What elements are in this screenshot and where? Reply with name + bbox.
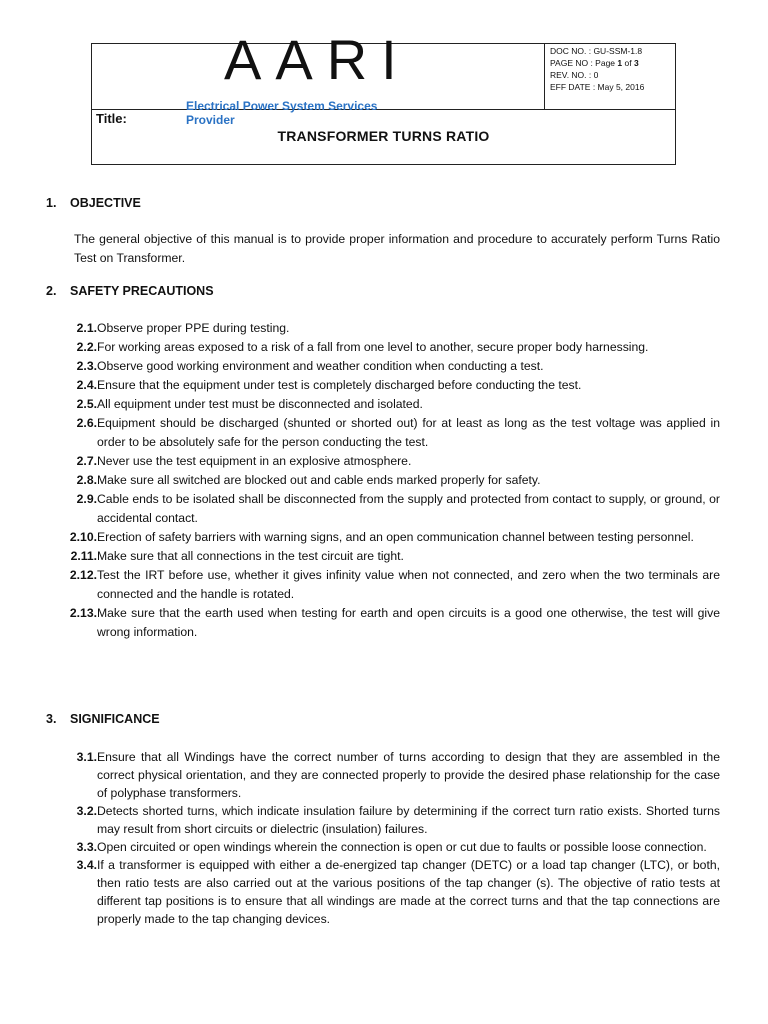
list-item: 3.3. Open circuited or open windings wherein the connection is open or cut due to faults or possible loose connection.	[76, 840, 707, 854]
list-item: 2.13. Make sure that the earth used when testing for earth and open circuits is a good one otherwise, the test will give wrong information.	[69, 606, 720, 639]
list-item: 2.7. Never use the test equipment in an explosive atmosphere.	[76, 454, 412, 468]
list-item: 3.2. Detects shorted turns, which indicate insulation failure by determining if the correct turn ratio exists. Shorted turns may result from short circuits or dielectric (insulation) failures.	[76, 804, 720, 836]
company-logo-text: AARI	[224, 28, 411, 91]
company-tagline-cont: Provider	[186, 113, 235, 127]
doc-number: DOC NO. : GU-SSM-1.8	[550, 46, 643, 56]
section-heading-significance: 3. SIGNIFICANCE	[46, 712, 160, 726]
list-item: 2.9. Cable ends to be isolated shall be disconnected from the supply and protected from contact to supply, or ground, or accidental contact.	[76, 492, 720, 525]
section-heading-safety: 2. SAFETY PRECAUTIONS	[46, 284, 214, 298]
list-item: 2.5. All equipment under test must be disconnected and isolated.	[76, 397, 423, 411]
list-item: 2.3. Observe good working environment and weather condition when conducting a test.	[76, 359, 544, 373]
title-label: Title:	[96, 111, 127, 126]
page-number: PAGE NO : Page 1 of 3	[550, 58, 639, 68]
list-item: 2.2. For working areas exposed to a risk of a fall from one level to another, secure proper body harnessing.	[76, 340, 649, 354]
significance-list	[62, 748, 720, 928]
revision-number: REV. NO. : 0	[550, 70, 599, 80]
list-item: 2.6. Equipment should be discharged (shunted or shorted out) for at least as long as the test voltage was applied in order to be absolutely safe for the person conducting the test.	[76, 416, 720, 449]
document-info-block	[550, 45, 644, 93]
document-title: TRANSFORMER TURNS RATIO	[277, 128, 490, 144]
document-header	[91, 28, 676, 165]
safety-precautions-list	[62, 319, 720, 642]
objective-paragraph: The general objective of this manual is to provide proper information and procedure to accurately perform Turns Ratio Test on Transformer.	[74, 232, 720, 265]
list-item: 2.11. Make sure that all connections in the test circuit are tight.	[70, 549, 404, 563]
list-item: 2.8. Make sure all switched are blocked out and cable ends marked properly for safety.	[76, 473, 541, 487]
list-item: 3.4. If a transformer is equipped with either a de-energized tap changer (DETC) or a load tap changer (LTC), or both, then ratio tests are also carried out at the various positions of the tap changer (s). The objective of ratio tests at different tap positions is to ensure that all windings are made at the correct turns and that the tap connections are properly made to the tap changing devices.	[76, 858, 720, 926]
header-divider-vertical	[544, 44, 545, 109]
list-item: 2.12. Test the IRT before use, whether it gives infinity value when not connected, and zero when the two terminals are connected and the handle is rotated.	[69, 568, 720, 601]
list-item: 2.4. Ensure that the equipment under test is completely discharged before conducting the test.	[76, 378, 582, 392]
section-heading-objective: 1. OBJECTIVE	[46, 196, 141, 210]
company-tagline: Electrical Power System Services	[186, 99, 378, 113]
list-item: 3.1. Ensure that all Windings have the correct number of turns according to design that they are assembled in the correct physical orientation, and they are connected properly to provide the desired phase relationship for the case of polyphase transformers.	[76, 750, 720, 800]
effective-date: EFF DATE : May 5, 2016	[550, 82, 645, 92]
list-item: 2.10. Erection of safety barriers with warning signs, and an open communication channel between testing personnel.	[69, 530, 694, 544]
list-item: 2.1. Observe proper PPE during testing.	[76, 321, 290, 335]
